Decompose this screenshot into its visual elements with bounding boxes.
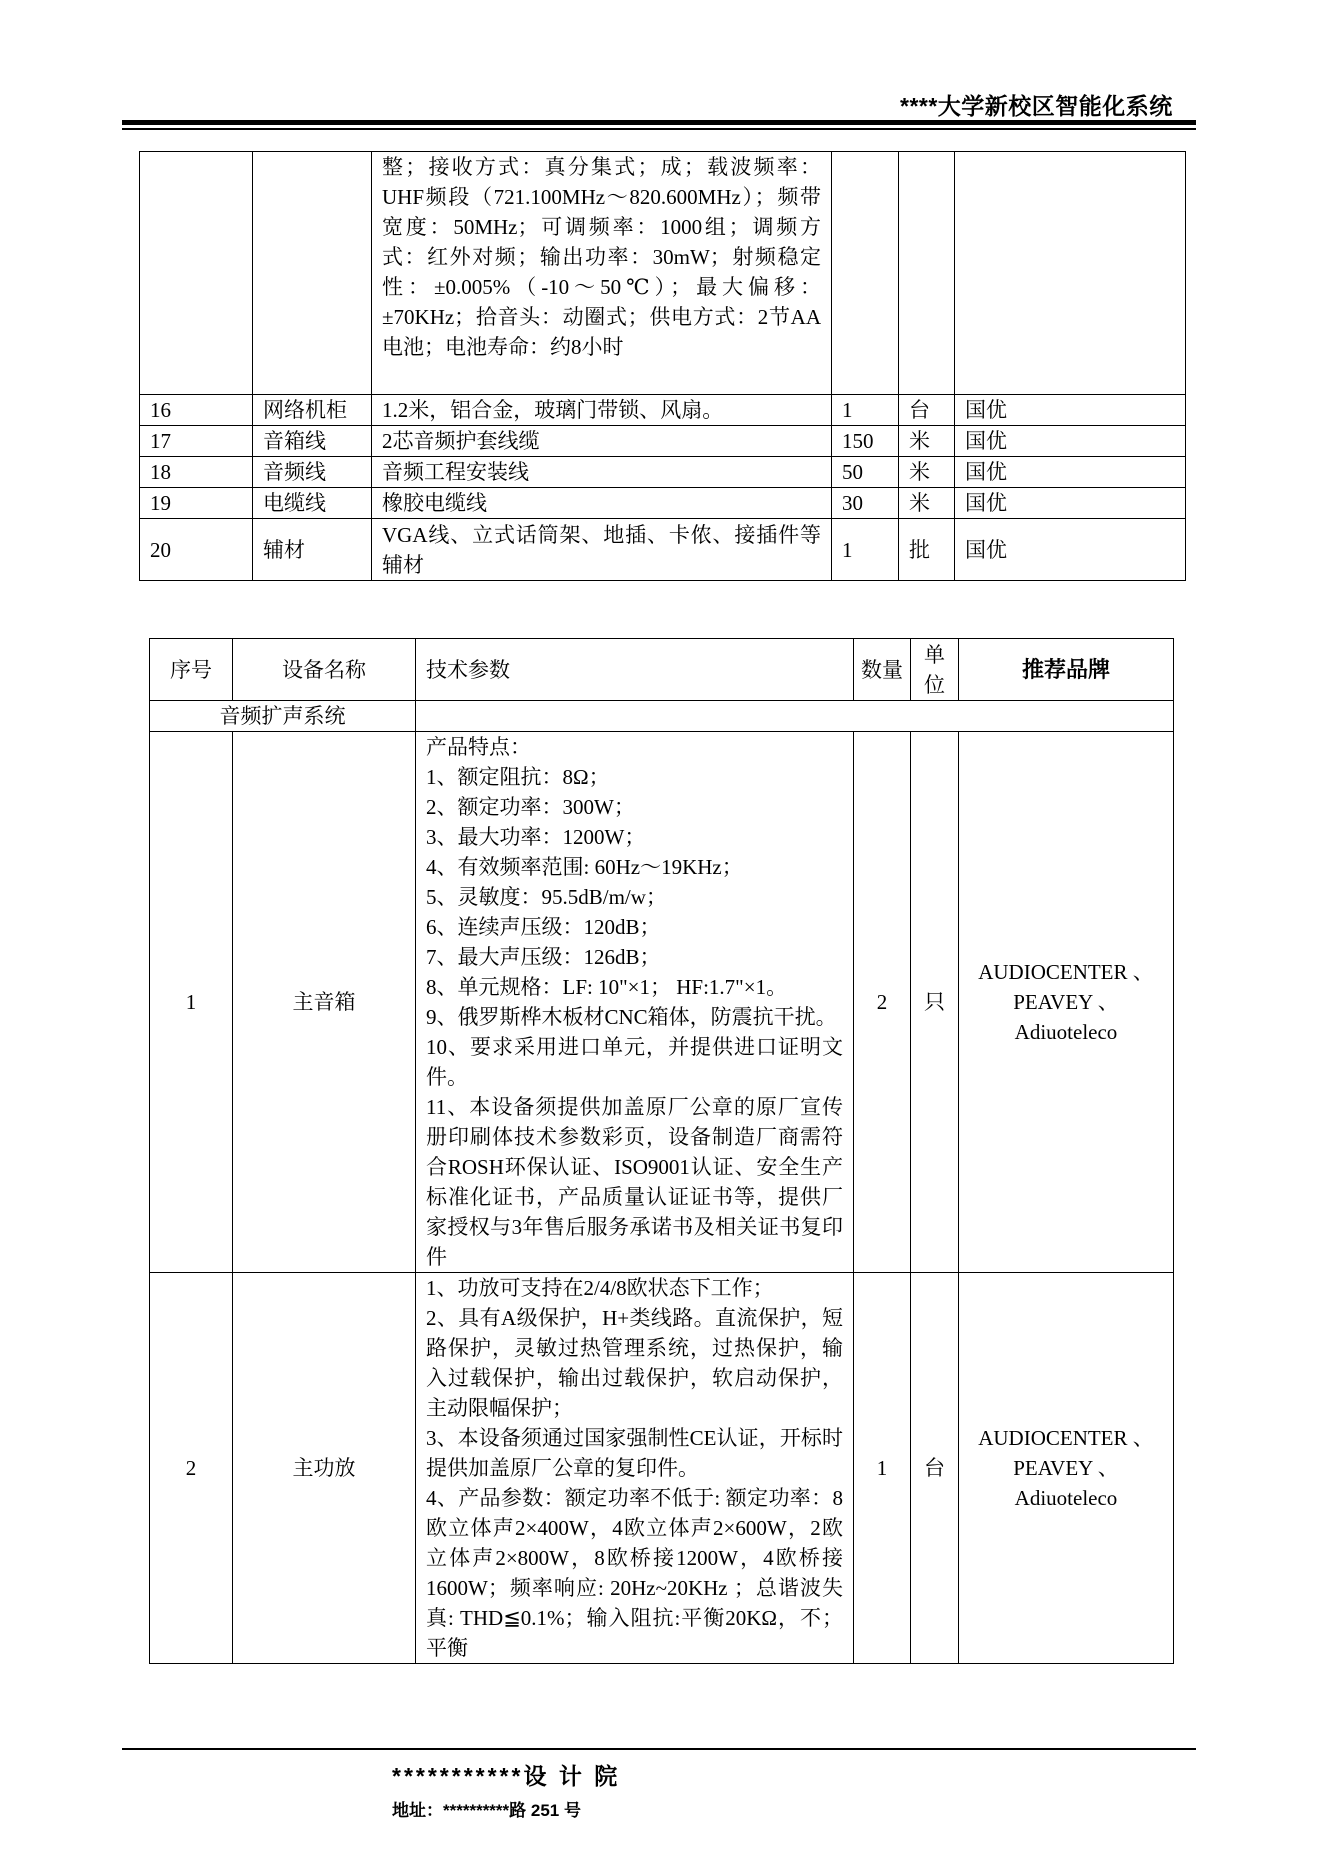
params-cell: 整；接收方式：真分集式；成；载波频率：UHF频段（721.100MHz～820.600MHz）；频带宽度：50MHz；可调频率：1000组；调频方式：红外对频；输出功率：30mW；射频稳定性：±0.005%（-10～50℃）；最大偏移：±70KHz；拾音头：动圈式；供电方式：2节AA电池；电池寿命：约8小时 [372,152,832,395]
row-qty: 150 [832,426,899,457]
row-no: 18 [140,457,253,488]
row-unit: 批 [899,519,955,581]
table-row [140,519,1186,581]
param-line: 6、连续声压级：120dB； [426,915,661,939]
row-unit: 台 [899,395,955,426]
header-no: 序号 [150,639,233,701]
row-params: 1.2米，铝合金，玻璃门带锁、风扇。 [372,395,832,426]
row-params [416,732,854,1273]
row-qty: 1 [854,1273,911,1664]
row-params: VGA线、立式话筒架、地插、卡侬、接插件等辅材 [372,519,832,581]
row-unit: 米 [899,426,955,457]
brand-line: PEAVEY 、 [1013,1456,1119,1480]
brand-line: Adiuoteleco [1014,1020,1118,1044]
param-line: 10、要求采用进口单元，并提供进口证明文件。 [426,1035,843,1089]
header-rule-thin [122,128,1196,130]
row-params: 橡胶电缆线 [372,488,832,519]
header-title: ****大学新校区智能化系统 [900,93,1173,119]
param-line: 5、灵敏度：95.5dB/m/w； [426,885,667,909]
table-row [150,732,1174,1273]
row-name: 电缆线 [253,488,372,519]
param-line: 2、额定功率：300W； [426,795,635,819]
row-unit: 只 [911,732,959,1273]
row-qty: 2 [854,732,911,1273]
brand-line: AUDIOCENTER 、 [978,1426,1154,1450]
header-rule-thick [122,120,1196,125]
row-params [416,1273,854,1664]
section-title: 音频扩声系统 [150,701,416,732]
row-unit: 米 [899,457,955,488]
param-line: 9、俄罗斯桦木板材CNC箱体，防震抗干扰。 [426,1005,837,1029]
header-qty: 数量 [854,639,911,701]
table-row [140,488,1186,519]
param-line: 3、本设备须通过国家强制性CE认证，开标时提供加盖原厂公章的复印件。 [426,1426,843,1480]
table-row [140,457,1186,488]
row-name: 音频线 [253,457,372,488]
row-brand [959,1273,1174,1664]
row-no: 2 [150,1273,233,1664]
param-line: 产品特点： [426,735,531,759]
row-name: 主音箱 [233,732,416,1273]
table-header-row [150,639,1174,701]
header-unit: 单位 [911,639,959,701]
row-qty: 50 [832,457,899,488]
param-line: 11、本设备须提供加盖原厂公章的原厂宣传册印刷体技术参数彩页，设备制造厂商需符合ROSH环保认证、ISO9001认证、安全生产标准化证书，产品质量认证证书等，提供厂家授权与3年售后服务承诺书及相关证书复印件 [426,1095,843,1269]
brand-line: AUDIOCENTER 、 [978,960,1154,984]
row-qty: 30 [832,488,899,519]
row-params: 2芯音频护套线缆 [372,426,832,457]
row-unit: 台 [911,1273,959,1664]
table-row [140,426,1186,457]
row-no: 1 [150,732,233,1273]
section-row [150,701,1174,732]
brand-line: PEAVEY 、 [1013,990,1119,1014]
footer-rule [122,1748,1196,1750]
param-line: 1、额定阻抗：8Ω； [426,765,610,789]
header-brand: 推荐品牌 [959,639,1174,701]
param-line: 4、产品参数：额定功率不低于: 额定功率：8欧立体声2×400W，4欧立体声2×600W，2欧立体声2×800W，8欧桥接1200W，4欧桥接1600W；频率响应: 20Hz~20KHz ；总谐波失真: THD≦0.1%；输入阻抗:平衡20KΩ，不；平衡 [426,1486,843,1660]
row-brand: 国优 [955,488,1186,519]
table-row [150,1273,1174,1664]
row-no: 16 [140,395,253,426]
row-params: 音频工程安装线 [372,457,832,488]
table-row [140,395,1186,426]
header-params: 技术参数 [416,639,854,701]
row-name: 网络机柜 [253,395,372,426]
row-unit: 米 [899,488,955,519]
row-no: 20 [140,519,253,581]
header-name: 设备名称 [233,639,416,701]
row-qty: 1 [832,519,899,581]
footer-address: 地址：**********路 251 号 [392,1801,581,1820]
row-name: 辅材 [253,519,372,581]
brand-line: Adiuoteleco [1014,1486,1118,1510]
equipment-table-continued [139,151,1186,581]
footer-organization: ***********设 计 院 [392,1763,621,1789]
table-row [140,152,1186,395]
row-brand: 国优 [955,457,1186,488]
param-line: 2、具有A级保护，H+类线路。直流保护，短路保护，灵敏过热管理系统，过热保护，输入过载保护，输出过载保护，软启动保护，主动限幅保护； [426,1306,843,1420]
row-qty: 1 [832,395,899,426]
row-brand: 国优 [955,519,1186,581]
param-line: 3、最大功率：1200W； [426,825,646,849]
equipment-table [149,638,1174,1664]
param-line: 1、功放可支持在2/4/8欧状态下工作； [426,1276,774,1300]
row-name: 音箱线 [253,426,372,457]
param-line: 4、有效频率范围: 60Hz～19KHz； [426,855,743,879]
row-brand: 国优 [955,426,1186,457]
param-line: 8、单元规格：LF: 10"×1； HF:1.7"×1。 [426,975,788,999]
row-no: 17 [140,426,253,457]
row-no: 19 [140,488,253,519]
row-name: 主功放 [233,1273,416,1664]
param-line: 7、最大声压级：126dB； [426,945,661,969]
row-brand: 国优 [955,395,1186,426]
row-brand [959,732,1174,1273]
